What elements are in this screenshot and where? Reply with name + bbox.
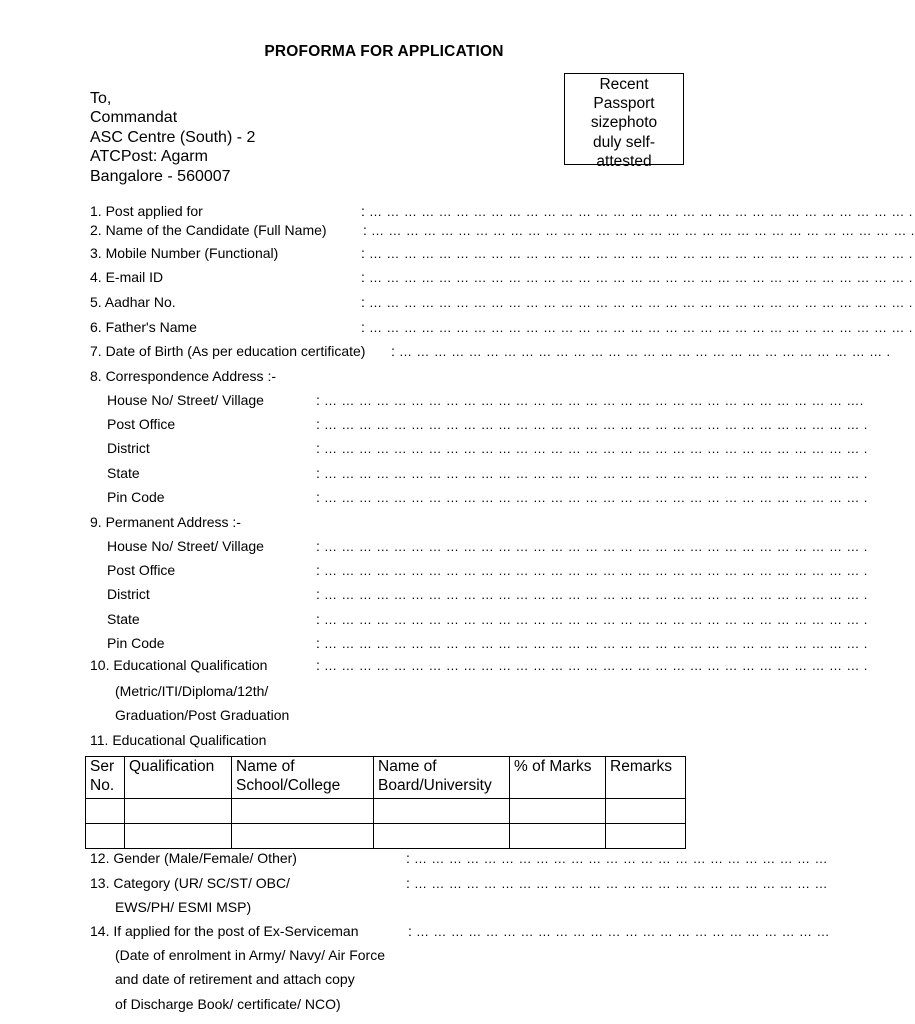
field-colon: : [361,245,365,261]
field-colon: : [391,343,395,359]
field-blank[interactable]: … … … … … … … … … … … … … … … … … … … … … … … … … … … … … … … . [324,539,868,554]
field-colon: : [316,562,320,578]
field-colon: : [316,611,320,627]
photo-box-line: attested [596,152,652,170]
field-label: 12. Gender (Male/Female/ Other) [90,850,297,866]
address-line: Commandat [90,109,178,126]
field-label: of Discharge Book/ certificate/ NCO) [115,996,341,1012]
page-title: PROFORMA FOR APPLICATION [264,43,504,60]
field-label: (Metric/ITI/Diploma/12th/ [115,683,269,699]
field-colon: : [406,850,410,866]
address-line: ASC Centre (South) - 2 [90,129,256,146]
table-cell[interactable] [606,824,686,849]
field-colon: : [361,294,365,310]
field-blank[interactable]: … … … … … … … … … … … … … … … … … … … … … … … … … … … … … … … . [369,204,913,219]
field-label: 11. Educational Qualification [90,732,267,748]
field-colon: : [361,269,365,285]
table-cell[interactable] [374,799,510,824]
table-header-cell: % of Marks [510,757,606,799]
field-label: District [107,440,150,456]
field-blank[interactable]: … … … … … … … … … … … … … … … … … … … … … … … … … … … … … … … . [324,466,868,481]
field-label: 7. Date of Birth (As per education certificate) [90,343,366,359]
field-blank[interactable]: … … … … … … … … … … … … … … … … … … … … … … … … … … … … … … … . [369,320,913,335]
field-colon: : [316,392,320,408]
field-label: State [107,611,140,627]
address-line: ATCPost: Agarm [90,148,208,165]
field-label: and date of retirement and attach copy [115,971,355,987]
photo-box-line: Passport [593,95,655,113]
field-colon: : [316,586,320,602]
field-blank[interactable]: … … … … … … … … … … … … … … … … … … … … … … … … … … … … … … … . [324,636,868,651]
field-blank[interactable]: … … … … … … … … … … … … … … … … … … … … … … … … … … … … … … … . [369,246,913,261]
field-label: 10. Educational Qualification [90,657,268,673]
field-blank[interactable]: … … … … … … … … … … … … … … … … … … … … … … … … … … … … … … … . [324,612,868,627]
field-colon: : [316,416,320,432]
field-label: 13. Category (UR/ SC/ST/ OBC/ [90,875,290,891]
field-label: District [107,586,150,602]
field-label: Pin Code [107,489,165,505]
table-cell[interactable] [86,799,125,824]
field-colon: : [316,635,320,651]
field-label: Post Office [107,416,176,432]
table-header-cell: Name of Board/University [374,757,510,799]
qualification-table [85,756,686,849]
table-cell[interactable] [232,799,374,824]
table-header-row [86,757,686,799]
photo-box-line: duly self- [592,133,656,151]
field-blank[interactable]: … … … … … … … … … … … … … … … … … … … … … … … … [416,924,830,939]
table-header-cell: Qualification [125,757,232,799]
field-label: 4. E-mail ID [90,269,164,285]
field-colon: : [361,203,365,219]
field-blank[interactable]: … … … … … … … … … … … … … … … … … … … … … … … … … … … … … … … . [324,658,868,673]
table-cell[interactable] [86,824,125,849]
field-colon: : [316,440,320,456]
field-label: EWS/PH/ ESMI MSP) [115,899,252,915]
field-colon: : [316,465,320,481]
field-colon: : [316,657,320,673]
field-colon: : [406,875,410,891]
field-blank[interactable]: … … … … … … … … … … … … … … … … … … … … … … … … … … … … … … … . [324,417,868,432]
field-label: State [107,465,140,481]
field-label: Post Office [107,562,176,578]
field-blank[interactable]: … … … … … … … … … … … … … … … … … … … … … … … … … … … … … … …. [324,393,864,408]
table-cell[interactable] [374,824,510,849]
field-label: 3. Mobile Number (Functional) [90,245,279,261]
field-colon: : [408,923,412,939]
field-blank[interactable]: … … … … … … … … … … … … … … … … … … … … … … … … … … … … … … … . [369,270,913,285]
table-cell[interactable] [232,824,374,849]
table-header-cell: Remarks [606,757,686,799]
field-colon: : [316,538,320,554]
field-blank[interactable]: … … … … … … … … … … … … … … … … … … … … … … … … [414,851,828,866]
photo-box-line: sizephoto [590,114,658,132]
field-colon: : [363,222,367,238]
field-label: Graduation/Post Graduation [115,707,290,723]
table-cell[interactable] [510,799,606,824]
field-label: House No/ Street/ Village [107,538,264,554]
field-blank[interactable]: … … … … … … … … … … … … … … … … … … … … … … … … … … … … . [399,344,891,359]
table-cell[interactable] [510,824,606,849]
photo-box-line: Recent [599,76,649,93]
field-label: 8. Correspondence Address :- [90,368,276,384]
field-blank[interactable]: … … … … … … … … … … … … … … … … … … … … … … … … … … … … … … … . [324,441,868,456]
table-header-cell: Ser No. [86,757,125,799]
field-blank[interactable]: … … … … … … … … … … … … … … … … … … … … … … … … … … … … … … … . [324,587,868,602]
field-blank[interactable]: … … … … … … … … … … … … … … … … … … … … … … … … [414,876,828,891]
field-label: 6. Father's Name [90,319,197,335]
table-row [86,824,686,849]
table-cell[interactable] [125,824,232,849]
field-label: 1. Post applied for [90,203,203,219]
field-colon: : [316,489,320,505]
address-line: To, [90,90,112,107]
field-label: 9. Permanent Address :- [90,514,241,530]
field-blank[interactable]: … … … … … … … … … … … … … … … … … … … … … … … … … … … … … … … . [324,563,868,578]
address-line: Bangalore - 560007 [90,168,231,185]
photo-box [564,73,684,170]
field-label: House No/ Street/ Village [107,392,264,408]
field-colon: : [361,319,365,335]
field-blank[interactable]: … … … … … … … … … … … … … … … … … … … … … … … … … … … … … … … . [371,223,915,238]
field-blank[interactable]: … … … … … … … … … … … … … … … … … … … … … … … … … … … … … … … . [324,490,868,505]
field-label: 5. Aadhar No. [90,294,176,310]
table-cell[interactable] [125,799,232,824]
table-cell[interactable] [606,799,686,824]
field-blank[interactable]: … … … … … … … … … … … … … … … … … … … … … … … … … … … … … … … . [369,295,913,310]
field-label: (Date of enrolment in Army/ Navy/ Air Force [115,947,385,963]
field-label: Pin Code [107,635,165,651]
field-label: 14. If applied for the post of Ex-Serviceman [90,923,359,939]
field-label: 2. Name of the Candidate (Full Name) [90,222,327,238]
table-row [86,799,686,824]
table-header-cell: Name of School/College [232,757,374,799]
